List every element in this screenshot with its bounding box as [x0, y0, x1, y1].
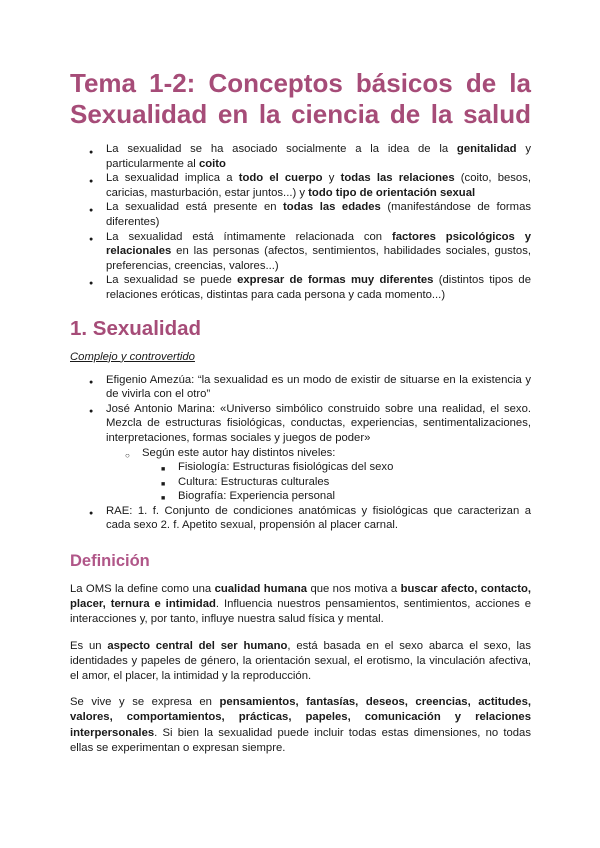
title-line-2: Sexualidad en la ciencia de la salud: [70, 99, 531, 129]
title-line-1: Tema 1-2: Conceptos básicos de la: [70, 68, 531, 98]
bullet-item: ● La sexualidad se ha asociado socialmente a la idea de la genitalidad y particularmente al coito: [70, 142, 531, 171]
section-heading-sexualidad: 1. Sexualidad: [70, 316, 202, 340]
intro-bullet-list: [70, 142, 531, 303]
section-heading-definicion: Definición: [70, 552, 150, 571]
bullet-item: ● La sexualidad implica a todo el cuerpo y todas las relaciones (coito, besos, caricias, masturbación, estar juntos...) y todo tipo de orientación sexual: [70, 171, 531, 200]
bullet-item: ● La sexualidad se puede expresar de formas muy diferentes (distintos tipos de relaciones eróticas, distintas para cada persona y cada momento...): [70, 273, 531, 302]
level-3-bullet-item: ■ Fisiología: Estructuras fisiológicas del sexo: [70, 460, 531, 475]
level-3-bullet-item: ■ Cultura: Estructuras culturales: [70, 475, 531, 490]
bullet-item: ● Efigenio Amezúa: “la sexualidad es un modo de existir de situarse en la existencia y de vivirla con el otro”: [70, 373, 531, 402]
document-title: [70, 68, 531, 130]
definicion-paragraph-1: La OMS la define como una cualidad humana que nos motiva a buscar afecto, contacto, placer, ternura e intimidad. Influencia nuestros pensamientos, sentimientos, acciones e interacciones y, por tanto, influye nuestra salud física y mental.: [70, 583, 531, 626]
bullet-item: ● La sexualidad está íntimamente relacionada con factores psicológicos y relacionales en las personas (afectos, sentimientos, habilidades sociales, gustos, preferencias, creencias, valores...): [70, 230, 531, 274]
sexualidad-bullet-list: [70, 373, 531, 534]
bullet-item: ● RAE: 1. f. Conjunto de condiciones anatómicas y fisiológicas que caracterizan a cada sexo 2. f. Apetito sexual, propensión al placer carnal.: [70, 504, 531, 533]
level-3-bullet-item: ■ Biografía: Experiencia personal: [70, 489, 531, 504]
bullet-item: ● La sexualidad está presente en todas las edades (manifestándose de formas diferentes): [70, 200, 531, 229]
definicion-paragraph-2: Es un aspecto central del ser humano, está basada en el sexo abarca el sexo, las identidades y papeles de género, la orientación sexual, el erotismo, la vinculación afectiva, el amor, el placer, la intimidad y la reproducción.: [70, 639, 531, 683]
subheading-complejo-y-controvertido: Complejo y controvertido: [70, 350, 195, 363]
definicion-paragraph-3: Se vive y se expresa en pensamientos, fantasías, deseos, creencias, actitudes, valores, comportamientos, prácticas, papeles, comunicación y relaciones interpersonales. Si bien la sexualidad puede incluir todas estas dimensiones, no todas ellas se experimentan o expresan siempre.: [70, 696, 531, 754]
sub-bullet-item: ○ Según este autor hay distintos niveles:: [70, 446, 531, 461]
bullet-item: ● José Antonio Marina: «Universo simbólico construido sobre una realidad, el sexo. Mezcla de estructuras fisiológicas, conductas, experiencias, sentimentalizaciones, interpretaciones, formas sociales y juegos de poder»: [70, 402, 531, 446]
